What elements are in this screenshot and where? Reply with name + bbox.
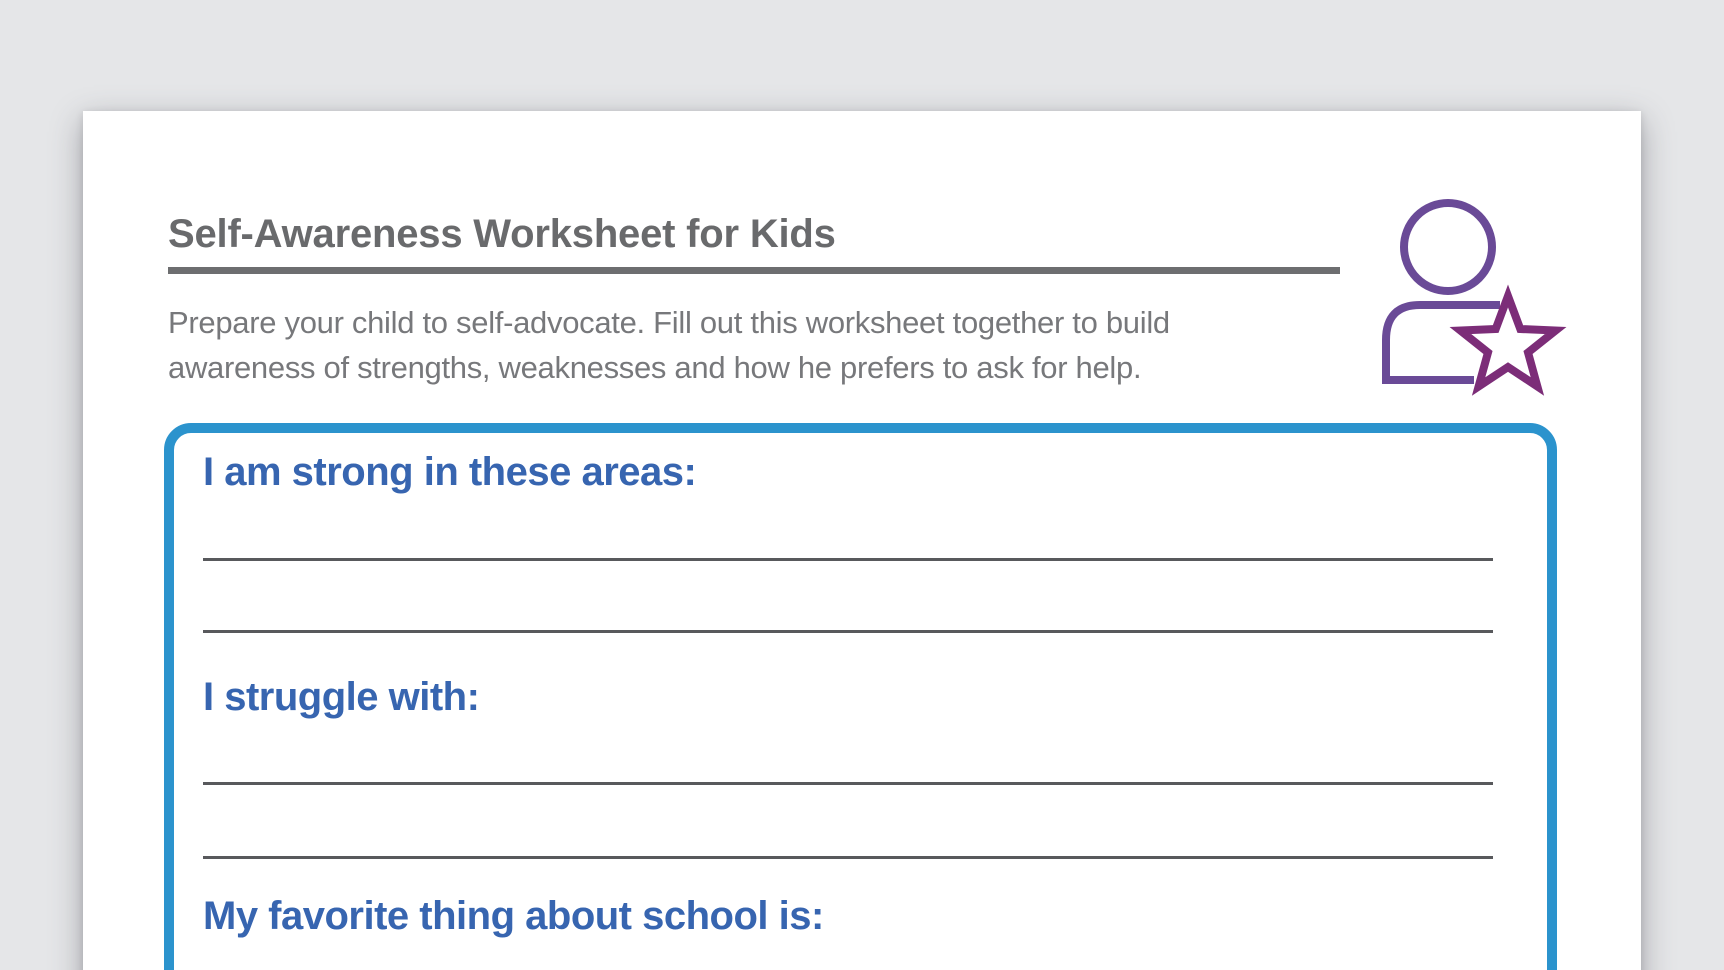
person-head: [1404, 203, 1492, 291]
worksheet-page: [83, 111, 1641, 970]
person-with-star-icon: [1360, 190, 1600, 410]
answer-line: [203, 856, 1493, 859]
answer-line: [203, 630, 1493, 633]
star-shape: [1460, 296, 1555, 387]
title-divider: [168, 267, 1340, 274]
worksheet-box: [164, 423, 1557, 970]
answer-line: [203, 558, 1493, 561]
prompt-favorite-thing: My favorite thing about school is:: [203, 894, 824, 938]
prompt-strong-areas: I am strong in these areas:: [203, 450, 697, 494]
intro-line-2: awareness of strengths, weaknesses and how he prefers to ask for help.: [168, 350, 1142, 385]
answer-line: [203, 782, 1493, 785]
intro-line-1: Prepare your child to self-advocate. Fill out this worksheet together to build: [168, 305, 1170, 340]
prompt-struggle-with: I struggle with:: [203, 675, 480, 719]
intro-text: [168, 300, 1170, 390]
page-title: Self-Awareness Worksheet for Kids: [168, 212, 836, 256]
